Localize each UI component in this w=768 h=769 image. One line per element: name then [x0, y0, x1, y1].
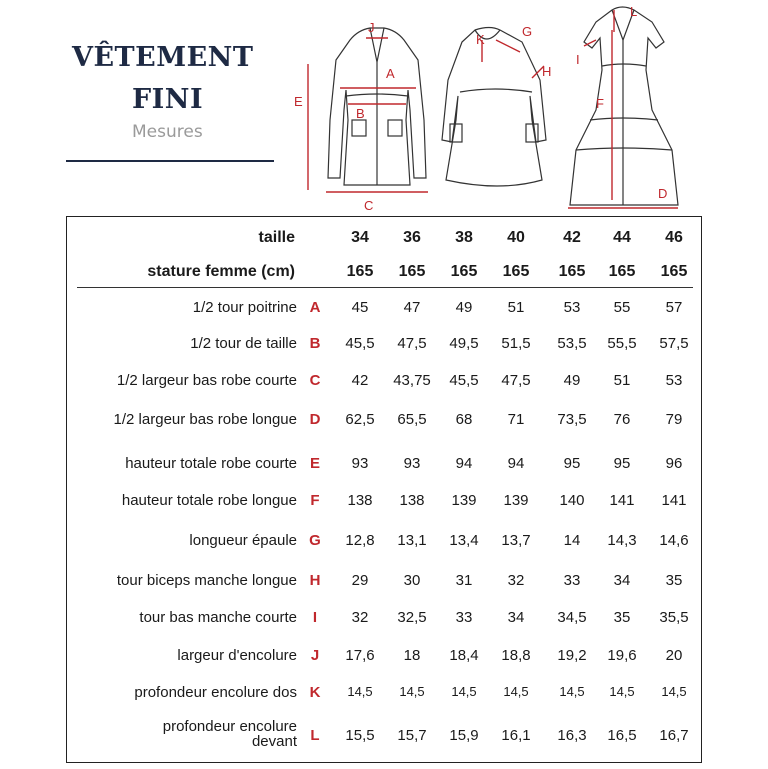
- table-cell: 35: [665, 572, 683, 589]
- table-cell: 17,6: [345, 647, 375, 664]
- table-cell: 57,5: [659, 335, 689, 352]
- height-header-cell: 165: [502, 263, 530, 280]
- size-header-cell: 46: [665, 229, 683, 246]
- table-cell: 20: [665, 647, 683, 664]
- row-letter: G: [309, 532, 321, 549]
- table-cell: 49: [455, 299, 473, 316]
- table-cell: 32: [351, 609, 369, 626]
- table-cell: 138: [347, 492, 373, 509]
- table-cell: 13,7: [501, 532, 531, 549]
- table-cell: 13,4: [449, 532, 479, 549]
- table-cell: 34: [613, 572, 631, 589]
- table-cell: 31: [455, 572, 473, 589]
- row-label: 1/2 tour poitrine: [192, 299, 297, 316]
- row-label: tour biceps manche longue: [116, 572, 297, 589]
- row-letter: F: [310, 492, 320, 509]
- table-cell: 19,2: [557, 647, 587, 664]
- marker-D: D: [658, 186, 668, 201]
- row-letter: L: [310, 727, 320, 744]
- table-cell: 51,5: [501, 335, 531, 352]
- size-header-label: taille: [258, 229, 295, 246]
- marker-K: K: [476, 32, 485, 47]
- table-cell: 33: [455, 609, 473, 626]
- table-cell: 14,5: [347, 684, 373, 699]
- measurements-table: [66, 216, 702, 763]
- header-divider: [77, 287, 693, 288]
- table-cell: 43,75: [393, 372, 431, 389]
- table-cell: 16,3: [557, 727, 587, 744]
- table-cell: 30: [403, 572, 421, 589]
- table-cell: 51: [507, 299, 525, 316]
- table-cell: 33: [563, 572, 581, 589]
- height-header-cell: 165: [398, 263, 426, 280]
- table-cell: 95: [613, 455, 631, 472]
- table-cell: 16,7: [659, 727, 689, 744]
- table-cell: 35: [613, 609, 631, 626]
- row-label: tour bas manche courte: [139, 609, 297, 626]
- marker-A: A: [386, 66, 395, 81]
- row-letter: D: [309, 411, 321, 428]
- page-title-line1: VÊTEMENT: [72, 42, 254, 73]
- table-cell: 73,5: [557, 411, 587, 428]
- table-cell: 32: [507, 572, 525, 589]
- table-cell: 94: [455, 455, 473, 472]
- size-header-cell: 42: [563, 229, 581, 246]
- table-cell: 18,8: [501, 647, 531, 664]
- table-cell: 71: [507, 411, 525, 428]
- table-cell: 14,5: [661, 684, 687, 699]
- row-letter: J: [310, 647, 320, 664]
- row-letter: A: [309, 299, 321, 316]
- table-cell: 29: [351, 572, 369, 589]
- table-cell: 55,5: [607, 335, 637, 352]
- table-cell: 32,5: [397, 609, 427, 626]
- table-cell: 14,5: [399, 684, 425, 699]
- table-cell: 14,5: [609, 684, 635, 699]
- size-header-cell: 38: [455, 229, 473, 246]
- row-label: longueur épaule: [189, 532, 297, 549]
- table-cell: 139: [503, 492, 529, 509]
- table-cell: 34,5: [557, 609, 587, 626]
- table-cell: 47,5: [397, 335, 427, 352]
- row-label: hauteur totale robe longue: [121, 492, 297, 509]
- table-cell: 49,5: [449, 335, 479, 352]
- marker-H: H: [542, 64, 552, 79]
- table-cell: 47: [403, 299, 421, 316]
- table-cell: 62,5: [345, 411, 375, 428]
- table-cell: 18: [403, 647, 421, 664]
- table-cell: 45,5: [345, 335, 375, 352]
- table-cell: 14,5: [451, 684, 477, 699]
- title-divider: [66, 160, 274, 162]
- table-cell: 14,3: [607, 532, 637, 549]
- table-cell: 16,1: [501, 727, 531, 744]
- marker-C: C: [364, 198, 374, 213]
- table-cell: 14,5: [503, 684, 529, 699]
- table-cell: 49: [563, 372, 581, 389]
- marker-L: L: [630, 4, 638, 19]
- marker-J: J: [368, 20, 375, 35]
- table-cell: 15,5: [345, 727, 375, 744]
- table-cell: 95: [563, 455, 581, 472]
- table-cell: 13,1: [397, 532, 427, 549]
- table-cell: 16,5: [607, 727, 637, 744]
- table-cell: 93: [351, 455, 369, 472]
- table-cell: 51: [613, 372, 631, 389]
- table-cell: 14,5: [559, 684, 585, 699]
- table-cell: 93: [403, 455, 421, 472]
- table-cell: 45: [351, 299, 369, 316]
- table-cell: 47,5: [501, 372, 531, 389]
- table-cell: 18,4: [449, 647, 479, 664]
- table-cell: 68: [455, 411, 473, 428]
- height-header-cell: 165: [558, 263, 586, 280]
- table-cell: 14,6: [659, 532, 689, 549]
- short-dress-front-drawing: [328, 28, 426, 185]
- row-label: largeur d'encolure: [177, 647, 297, 664]
- row-label: profondeur encolure dos: [134, 684, 297, 701]
- marker-G: G: [522, 24, 533, 39]
- table-cell: 19,6: [607, 647, 637, 664]
- marker-B: B: [356, 106, 365, 121]
- row-letter: B: [309, 335, 321, 352]
- table-cell: 57: [665, 299, 683, 316]
- table-cell: 42: [351, 372, 369, 389]
- table-cell: 65,5: [397, 411, 427, 428]
- size-header-cell: 44: [613, 229, 631, 246]
- table-cell: 12,8: [345, 532, 375, 549]
- row-letter: K: [309, 684, 321, 701]
- row-label: 1/2 largeur bas robe longue: [113, 411, 297, 428]
- table-cell: 35,5: [659, 609, 689, 626]
- height-header-cell: 165: [660, 263, 688, 280]
- table-cell: 141: [609, 492, 635, 509]
- long-dress-drawing: [570, 7, 678, 205]
- row-label-line2: devant: [251, 733, 297, 750]
- table-cell: 14: [563, 532, 581, 549]
- row-letter: I: [312, 609, 318, 626]
- page-title-line2: FINI: [132, 84, 204, 115]
- row-letter: E: [309, 455, 320, 472]
- table-cell: 139: [451, 492, 477, 509]
- row-label: 1/2 largeur bas robe courte: [116, 372, 297, 389]
- marker-E: E: [294, 94, 303, 109]
- table-cell: 53: [665, 372, 683, 389]
- row-letter: C: [309, 372, 321, 389]
- table-cell: 55: [613, 299, 631, 316]
- size-header-cell: 36: [403, 229, 421, 246]
- garment-illustrations: [294, 0, 720, 215]
- table-cell: 94: [507, 455, 525, 472]
- table-cell: 45,5: [449, 372, 479, 389]
- row-label-line1: profondeur encolure: [162, 718, 297, 735]
- row-label: 1/2 tour de taille: [190, 335, 297, 352]
- size-header-cell: 34: [351, 229, 369, 246]
- table-cell: 53: [563, 299, 581, 316]
- table-cell: 76: [613, 411, 631, 428]
- table-cell: 79: [665, 411, 683, 428]
- dress-back-drawing: [442, 28, 546, 187]
- height-header-label: stature femme (cm): [147, 263, 295, 280]
- table-cell: 15,9: [449, 727, 479, 744]
- table-cell: 34: [507, 609, 525, 626]
- height-header-cell: 165: [608, 263, 636, 280]
- table-cell: 138: [399, 492, 425, 509]
- table-cell: 15,7: [397, 727, 427, 744]
- table-cell: 140: [559, 492, 585, 509]
- table-cell: 53,5: [557, 335, 587, 352]
- marker-I: I: [576, 52, 580, 67]
- height-header-cell: 165: [346, 263, 374, 280]
- row-label: hauteur totale robe courte: [125, 455, 297, 472]
- page-subtitle: Mesures: [132, 122, 203, 142]
- height-header-cell: 165: [450, 263, 478, 280]
- table-cell: 141: [661, 492, 687, 509]
- table-cell: 96: [665, 455, 683, 472]
- marker-F: F: [596, 96, 604, 111]
- size-header-cell: 40: [507, 229, 525, 246]
- row-letter: H: [309, 572, 321, 589]
